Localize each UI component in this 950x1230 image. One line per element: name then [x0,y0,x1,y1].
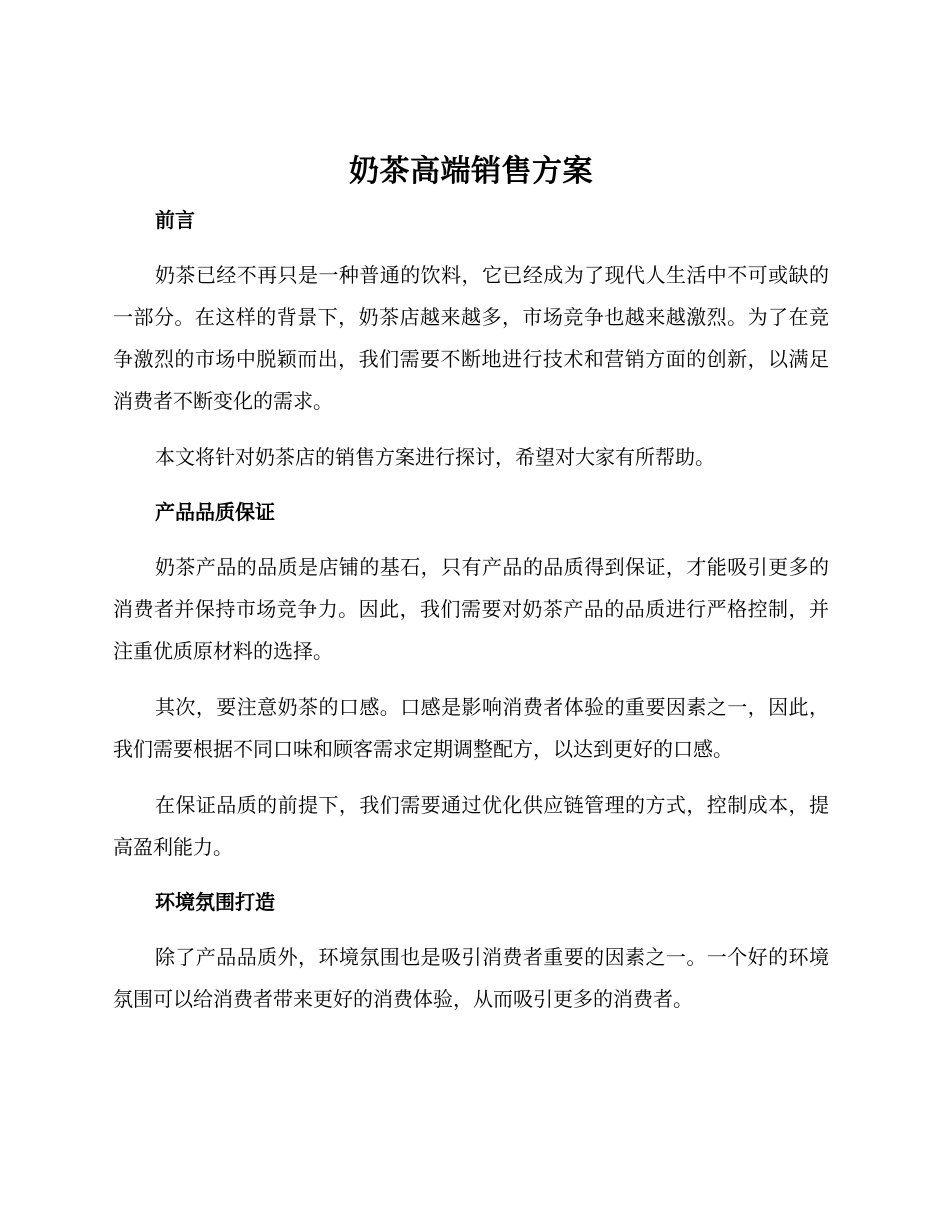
paragraph: 奶茶产品的品质是店铺的基石，只有产品的品质得到保证，才能吸引更多的消费者并保持市场竞争力。因此，我们需要对奶茶产品的品质进行严格控制，并注重优质原材料的选择。 [113,555,829,663]
paragraph: 其次，要注意奶茶的口感。口感是影响消费者体验的重要因素之一，因此，我们需要根据不同口味和顾客需求定期调整配方，以达到更好的口感。 [113,695,829,761]
paragraph: 除了产品品质外，环境氛围也是吸引消费者重要的因素之一。一个好的环境氛围可以给消费者带来更好的消费体验，从而吸引更多的消费者。 [113,945,829,1011]
section-environment [113,882,829,1020]
section-heading: 环境氛围打造 [155,890,275,914]
paragraph: 奶茶已经不再只是一种普通的饮料，它已经成为了现代人生活中不可或缺的一部分。在这样的背景下，奶茶店越来越多，市场竞争也越来越激烈。为了在竞争激烈的市场中脱颖而出，我们需要不断地进行技术和营销方面的创新，以满足消费者不断变化的需求。 [113,263,829,413]
section-product-quality [113,492,829,868]
document-body [113,146,829,1034]
section-heading: 前言 [155,208,195,232]
paragraph: 本文将针对奶茶店的销售方案进行探讨，希望对大家有所帮助。 [155,445,715,469]
section-preface [113,200,829,478]
section-heading: 产品品质保证 [155,500,275,524]
paragraph: 在保证品质的前提下，我们需要通过优化供应链管理的方式，控制成本，提高盈利能力。 [113,793,829,859]
document-title: 奶茶高端销售方案 [349,154,593,189]
